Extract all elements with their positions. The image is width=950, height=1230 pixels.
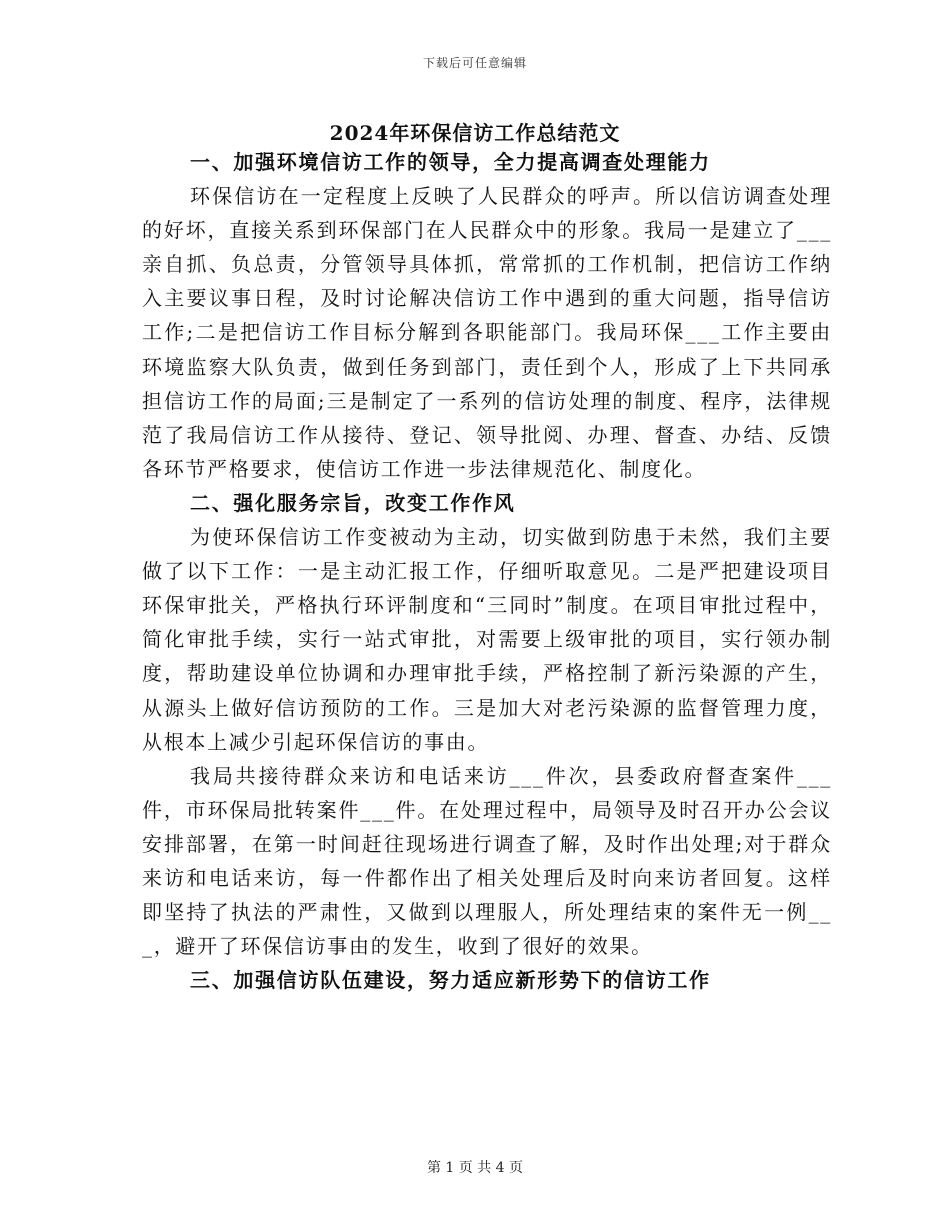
section-2-paragraph-1: 为使环保信访工作变被动为主动，切实做到防患于未然，我们主要做了以下工作：一是主动汇报工作，仔细听取意见。二是严把建设项目环保审批关，严格执行环评制度和“三同时”制度。在项目审批过程中，简化审批手续，实行一站式审批，对需要上级审批的项目，实行领办制度，帮助建设单位协调和办理审批手续，严格控制了新污染源的产生，从源头上做好信访预防的工作。三是加大对老污染源的监督管理力度，从根本上减少引起环保信访的事由。: [142, 525, 832, 754]
document-title: 2024年环保信访工作总结范文: [329, 121, 621, 145]
section-1-paragraph-1: 环保信访在一定程度上反映了人民群众的呼声。所以信访调查处理的好坏，直接关系到环保部门在人民群众中的形象。我局一是建立了___亲自抓、负总责，分管领导具体抓，常常抓的工作机制，把信访工作纳入主要议事日程，及时讨论解决信访工作中遇到的重大问题，指导信访工作;二是把信访工作目标分解到各职能部门。我局环保___工作主要由环境监察大队负责，做到任务到部门，责任到个人，形成了上下共同承担信访工作的局面;三是制定了一系列的信访处理的制度、程序，法律规范了我局信访工作从接待、登记、领导批阅、办理、督查、办结、反馈各环节严格要求，使信访工作进一步法律规范化、制度化。: [142, 184, 832, 481]
section-2-paragraph-2: 我局共接待群众来访和电话来访___件次，县委政府督查案件___件，市环保局批转案件___件。在处理过程中，局领导及时召开办公会议安排部署，在第一时间赶往现场进行调查了解，及时作出处理;对于群众来访和电话来访，每一件都作出了相关处理后及时向来访者回复。这样即坚持了执法的严肃性，又做到以理服人，所处理结束的案件无一例___，避开了环保信访事由的发生，收到了很好的效果。: [142, 763, 832, 959]
document-body: [142, 145, 832, 997]
section-heading-1: 一、加强环境信访工作的领导，全力提高调查处理能力: [190, 150, 711, 174]
section-heading-3: 三、加强信访队伍建设，努力适应新形势下的信访工作: [190, 968, 711, 993]
section-heading-2: 二、强化服务宗旨，改变工作作风: [190, 490, 516, 515]
page-number: 第 1 页 共 4 页: [426, 1160, 524, 1176]
header-note: 下载后可任意编辑: [422, 56, 527, 70]
